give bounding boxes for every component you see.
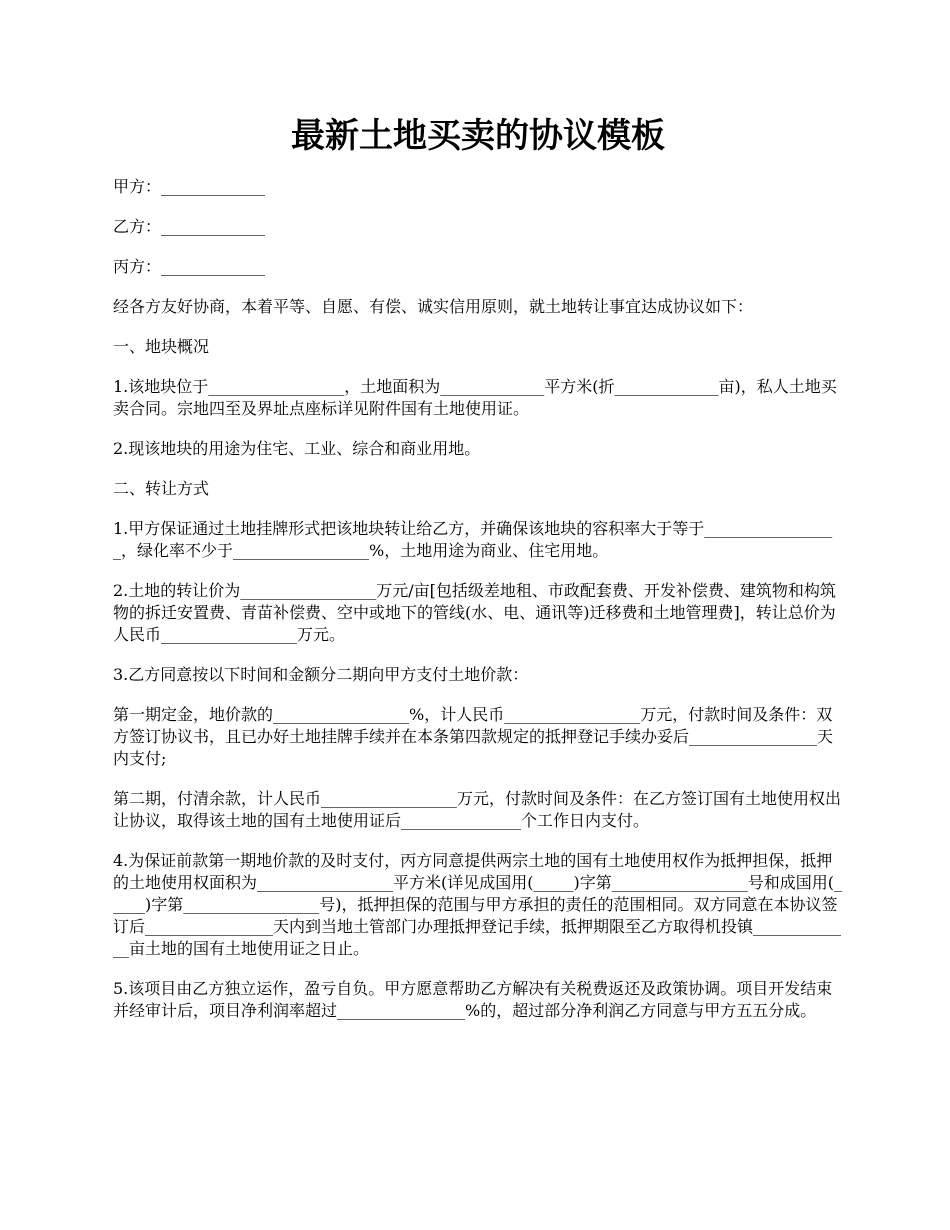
party-c-line: 丙方：_____________: [113, 257, 266, 276]
clause-mortgage-guarantee: 4.为保证前款第一期地价款的及时支付，丙方同意提供两宗土地的国有土地使用权作为抵押担保，抵押的土地使用权面积为_________________平方米(详见成国用(_____)字第_________________号和成国用(_____)字第_________________号)，抵押担保的范围与甲方承担的责任的范围相同。双方同意在本协议签订后________________天内到当地土管部门办理抵押登记手续，抵押期限至乙方取得机投镇_____________亩土地的国有土地使用证之日止。: [113, 851, 842, 958]
document-page: [113, 108, 843, 1040]
clause-transfer-price: 2.土地的转让价为_________________万元/亩[包括级差地租、市政配套费、开发补偿费、建筑物和构筑物的拆迁安置费、青苗补偿费、空中或地下的管线(水、电、通讯等)迁移费和土地管理费]，转让总价为人民币_________________万元。: [113, 581, 836, 644]
clause-second-payment: 第二期，付清余款，计人民币_________________万元，付款时间及条件：在乙方签订国有土地使用权出让协议，取得该土地的国有土地使用证后_______________个工作日内支付。: [113, 789, 842, 830]
party-a-line: 甲方：_____________: [113, 177, 266, 196]
section-heading-plot-overview: 一、地块概况: [113, 337, 210, 356]
section-heading-transfer-method: 二、转让方式: [113, 479, 210, 498]
clause-first-payment: 第一期定金，地价款的_________________%，计人民币_________________万元，付款时间及条件：双方签订协议书，且已办好土地挂牌手续并在本条第四款规定的抵押登记手续办妥后________________天内支付;: [113, 705, 834, 768]
clause-plot-usage: 2.现该地块的用途为住宅、工业、综合和商业用地。: [113, 439, 481, 458]
document-title: 最新土地买卖的协议模板: [291, 116, 665, 156]
clause-payment-schedule: 3.乙方同意按以下时间和金额分二期向甲方支付土地价款：: [113, 665, 529, 684]
party-b-line: 乙方：_____________: [113, 217, 266, 236]
clause-profit-sharing: 5.该项目由乙方独立运作，盈亏自负。甲方愿意帮助乙方解决有关税费返还及政策协调。项目开发结束并经审计后，项目净利润率超过________________%的，超过部分净利润乙方同意与甲方五五分成。: [113, 979, 833, 1020]
clause-listing-transfer: 1.甲方保证通过土地挂牌形式把该地块转让给乙方，并确保该地块的容积率大于等于_________________，绿化率不少于_________________%，土地用途为商业、住宅用地。: [113, 519, 833, 560]
preamble: 经各方友好协商，本着平等、自愿、有偿、诚实信用原则，就土地转让事宜达成协议如下：: [113, 297, 754, 316]
clause-plot-location: 1.该地块位于_________________，土地面积为_____________平方米(折_____________亩)，私人土地买卖合同。宗地四至及界址点座标详见附件国有土地使用证。: [113, 377, 837, 418]
